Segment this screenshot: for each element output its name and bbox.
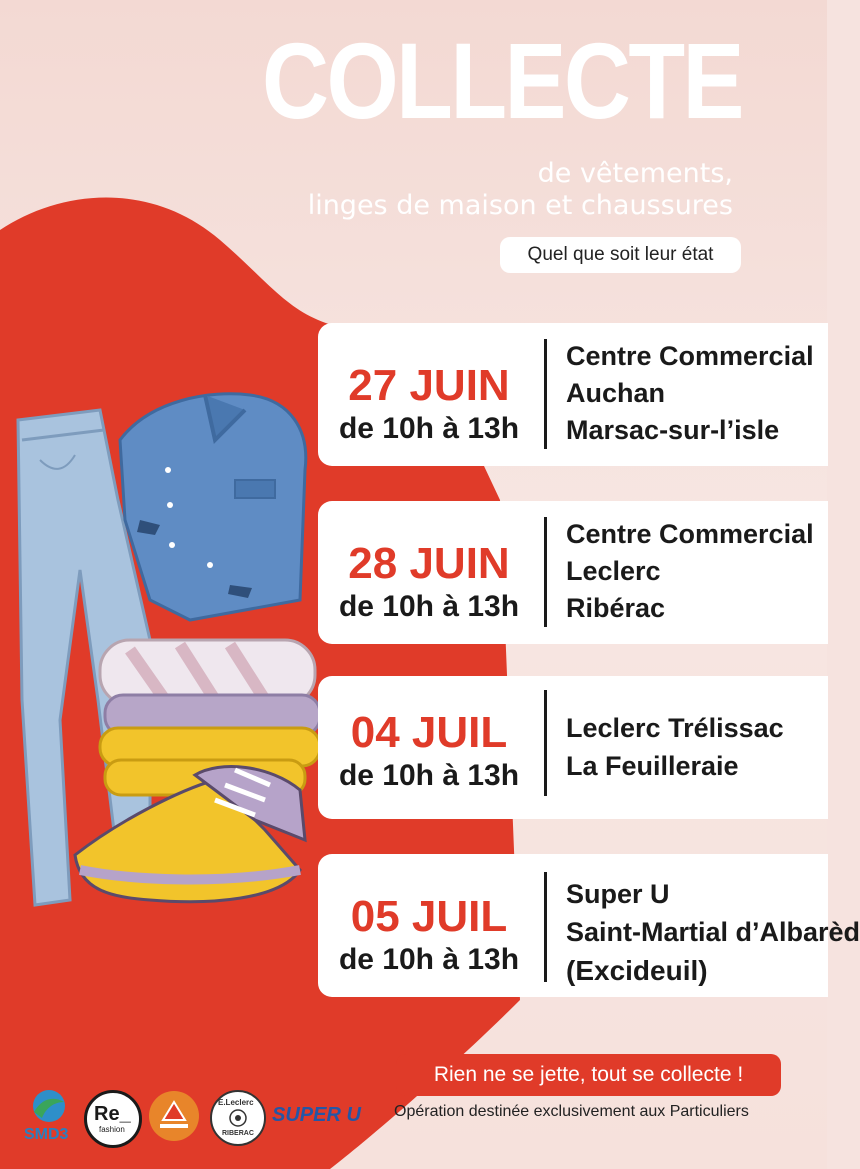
leclerc-logo-text: E.Leclerc [218,1098,254,1107]
event-date: 04 JUIL [350,708,508,757]
refashion-logo-text: Re_ [94,1103,131,1125]
slogan-pill: Rien ne se jette, tout se collecte ! [396,1054,781,1096]
event-date: 27 JUIN [348,361,510,410]
location-line: Leclerc Trélissac [566,713,784,743]
location-line: Leclerc [566,556,661,586]
event-card [318,501,828,644]
denim-jacket-icon [120,394,306,620]
event-date: 05 JUIL [350,892,508,941]
location-line: (Excideuil) [566,955,708,986]
superu-logo-text: SUPER U [272,1104,361,1126]
location-line: Marsac-sur-l’isle [566,415,780,445]
subtitle-line-2: linges de maison et chaussures [307,190,733,221]
event-card [318,676,828,819]
divider [544,339,547,449]
location-line: La Feuilleraie [566,751,739,781]
divider [544,872,547,982]
event-time: de 10h à 13h [338,943,520,976]
smd3-logo-text: SMD3 [24,1126,69,1143]
location-line: Auchan [566,378,666,408]
location-line: Ribérac [566,593,666,623]
event-card [318,854,860,997]
location-line: Centre Commercial [566,519,814,549]
divider [544,517,547,627]
leclerc-emblem-icon [228,1108,248,1128]
event-date: 28 JUIN [348,539,510,588]
divider [544,690,547,796]
subtitle-line-1: de vêtements, [537,158,733,189]
page-title: COLLECTE [262,20,742,141]
location-line: Saint-Martial d’Albarèd [566,917,860,947]
leclerc-logo-subtext: RIBERAC [222,1130,254,1137]
event-time: de 10h à 13h [338,590,520,623]
auchan-logo-icon [148,1090,200,1142]
state-note-pill: Quel que soit leur état [500,237,741,273]
event-time: de 10h à 13h [338,759,520,792]
smd3-logo-icon [24,1088,74,1124]
leclerc-logo [210,1090,266,1146]
footer-note: Opération destinée exclusivement aux Particuliers [394,1103,749,1120]
event-time: de 10h à 13h [338,412,520,445]
event-card [318,323,828,466]
location-line: Centre Commercial [566,341,814,371]
location-line: Super U [566,879,670,909]
refashion-logo [84,1090,142,1148]
refashion-logo-subtext: fashion [99,1125,125,1134]
